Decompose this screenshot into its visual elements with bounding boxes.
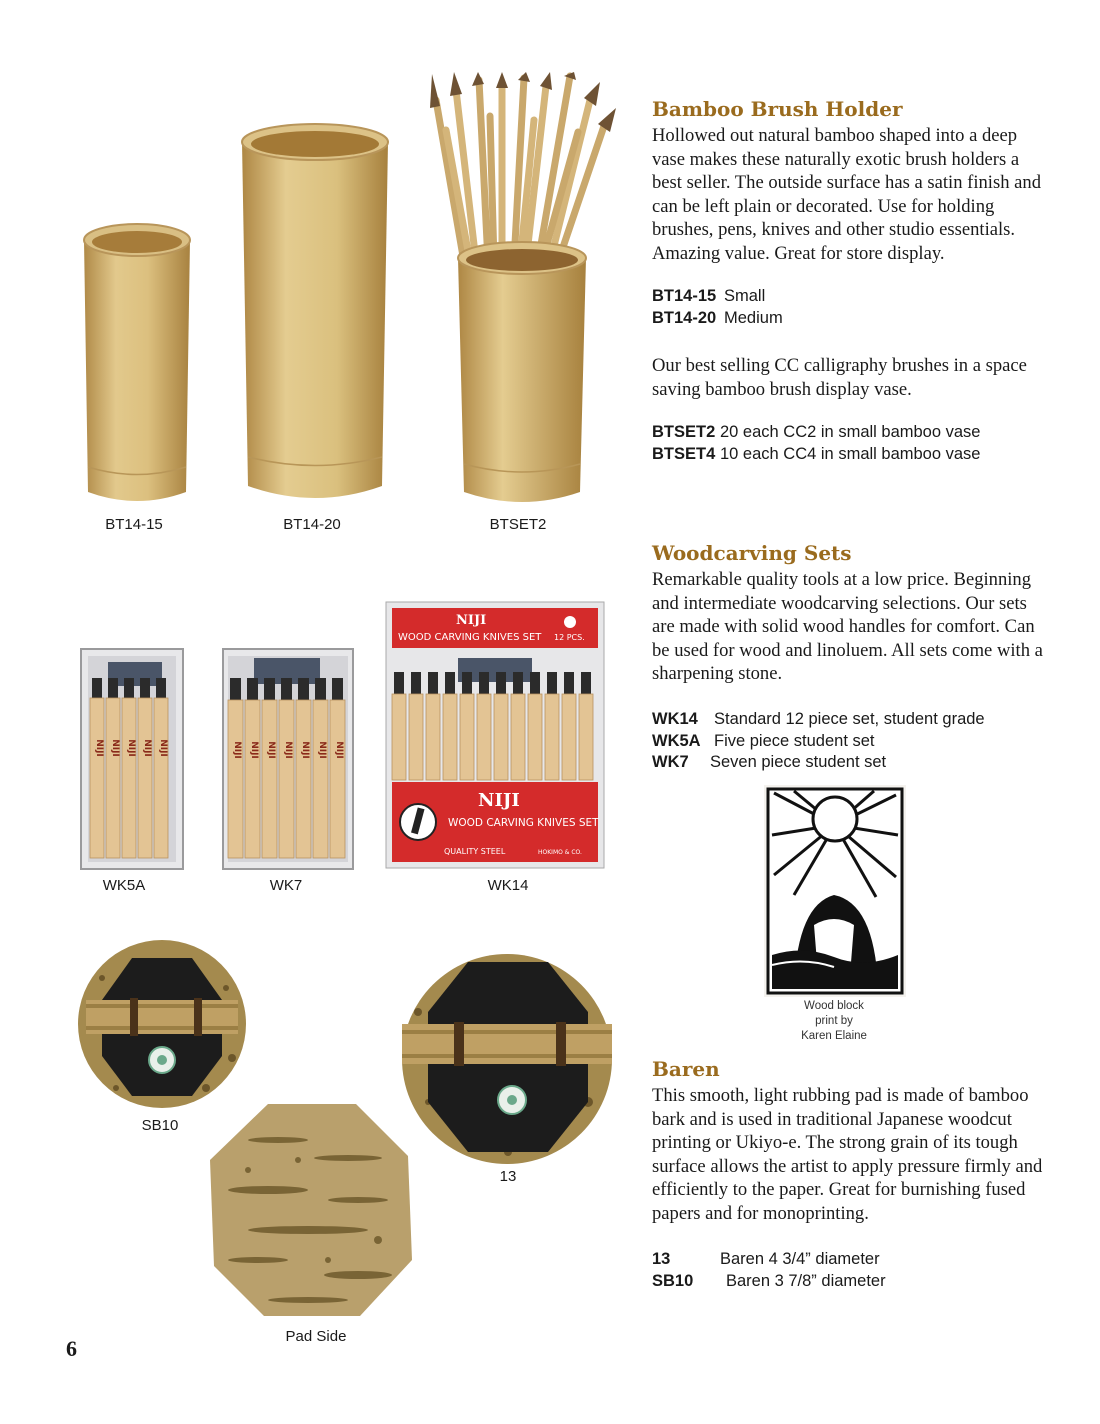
box-brand-top: NIJI [456,613,487,628]
baren-sb10-image [76,938,248,1110]
svg-text:NIJI: NIJI [249,741,259,759]
woodblock-caption-line: print by [815,1015,853,1027]
sku-code: BT14-15 [652,287,717,305]
bamboo-vase-small-image [78,222,196,512]
svg-text:NIJI: NIJI [142,739,152,757]
bamboo-sku-list [652,286,783,329]
box-label-text: WOOD CARVING KNIVES SET [448,817,599,829]
svg-text:NIJI: NIJI [266,741,276,759]
baren-13-image [398,952,616,1166]
sku-desc: 20 each CC2 in small bamboo vase [720,423,981,441]
svg-text:NIJI: NIJI [283,741,293,759]
box-count-text: 12 PCS. [554,633,585,642]
sku-row [652,731,985,753]
bamboo-title: Bamboo Brush Holder [652,97,903,121]
sku-desc: Seven piece student set [710,753,887,771]
svg-text:NIJI: NIJI [232,741,242,759]
baren-sku-list [652,1249,886,1292]
sku-row [652,709,985,731]
bamboo-set-sku-list [652,422,980,465]
box-brand-bottom: NIJI [478,790,520,811]
sku-desc: Standard 12 piece set, student grade [714,710,985,728]
bamboo-set-description: Our best selling CC calligraphy brushes in a space saving bamboo brush display vase. [652,355,1027,400]
woodblock-caption [774,999,894,1044]
sku-desc: Five piece student set [714,731,875,750]
sku-desc: Baren 3 7/8” diameter [726,1271,886,1290]
woodcarving-sku-list [652,709,985,774]
bamboo-description: Hollowed out natural bamboo shaped into a deep vase makes these naturally exotic brush holders a best seller. The outside surface has a satin finish and can be left plain or decorated. Use for holding brushes, pens, knives and other studio essentials. Amazing value. Great for store display. [652,125,1041,264]
box-footer-text: QUALITY STEEL [444,847,506,856]
box-maker-text: HOKIMO & CO. [538,849,582,856]
page-number: 6 [66,1336,77,1361]
sku-desc: 10 each CC4 in small bamboo vase [720,444,981,463]
svg-text:NIJI: NIJI [317,741,327,759]
svg-text:NIJI: NIJI [300,741,310,759]
sku-row [652,1271,886,1293]
bamboo-vase-medium-image [240,122,390,508]
svg-text:NIJI: NIJI [158,739,168,757]
sku-desc: Small [724,287,766,305]
box-header-text: WOOD CARVING KNIVES SET [398,632,542,643]
caption-btset2: BTSET2 [489,516,547,533]
woodcarving-title: Woodcarving Sets [652,541,852,565]
caption-pad-side: Pad Side [285,1328,347,1345]
woodcarving-set-wk5a-image [80,648,184,870]
baren-description: This smooth, light rubbing pad is made of bamboo bark and is used in traditional Japanese woodcut printing or Ukiyo-e. The strong grain of its tough surface allows the artist to apply pressure firmly and efficiently to the paper. Great for burnishing fused papers and for monoprinting. [652,1085,1043,1224]
sku-row [652,308,783,330]
svg-text:NIJI: NIJI [126,739,136,757]
svg-text:NIJI: NIJI [110,739,120,757]
sku-code: SB10 [652,1271,694,1290]
baren-title: Baren [652,1057,720,1081]
caption-wk7: WK7 [269,877,303,894]
sku-code: WK5A [652,731,701,750]
svg-text:NIJI: NIJI [94,739,104,757]
sku-code: BTSET4 [652,444,716,463]
woodcarving-set-wk14-image [386,602,604,868]
sku-code: 13 [652,1250,671,1268]
caption-wk14: WK14 [487,877,529,894]
woodcarving-set-wk7-image [222,648,354,870]
caption-bt14-20: BT14-20 [283,516,341,533]
caption-13: 13 [499,1168,517,1185]
woodblock-print-image [764,785,906,997]
sku-row [652,1249,886,1271]
caption-bt14-15: BT14-15 [105,516,163,533]
sku-row [652,444,980,466]
woodcarving-description: Remarkable quality tools at a low price. Beginning and intermediate woodcarving selections. Our sets are made with solid wood handles for comfort. Can be used for wood and linoluem. All sets come with a sharpening stone. [652,569,1043,685]
baren-pad-side-image [208,1100,416,1322]
woodblock-caption-line: Wood block [804,1000,864,1012]
sku-code: WK14 [652,710,698,728]
sku-desc: Baren 4 3/4” diameter [720,1250,880,1268]
svg-text:NIJI: NIJI [334,741,344,759]
caption-wk5a: WK5A [102,877,146,894]
woodblock-caption-line: Karen Elaine [801,1030,867,1042]
sku-code: BT14-20 [652,308,717,327]
caption-sb10: SB10 [141,1117,179,1134]
sku-row [652,752,985,774]
sku-row [652,286,783,308]
sku-row [652,422,980,444]
sku-desc: Medium [724,308,783,327]
sku-code: WK7 [652,753,689,771]
sku-code: BTSET2 [652,423,716,441]
bamboo-brush-set-image [424,72,620,508]
